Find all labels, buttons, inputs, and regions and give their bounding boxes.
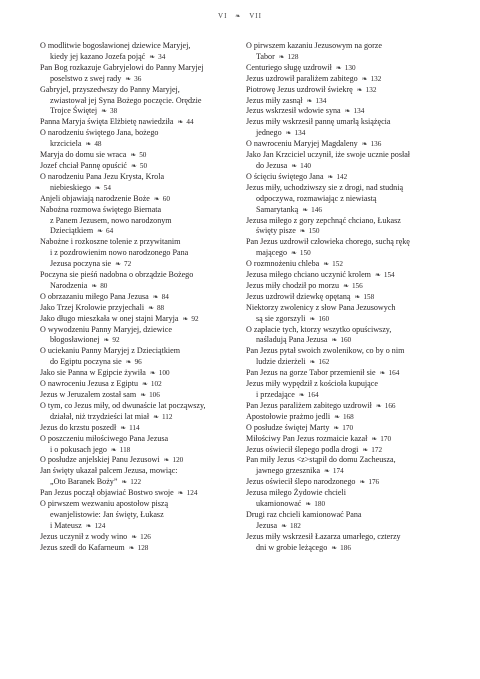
toc-entry-title-line: Poczyna sie pieśń nadobna o obrządzie Bożego bbox=[40, 270, 194, 280]
toc-entry-right bbox=[246, 477, 451, 488]
toc-page-number: 72 bbox=[124, 260, 132, 269]
toc-entry-left bbox=[40, 172, 245, 194]
toc-entry-title-line: do Egiptu poczyna sie bbox=[50, 357, 122, 367]
leaf-ornament-icon: ❧ bbox=[298, 391, 305, 399]
toc-page-number: 166 bbox=[384, 401, 396, 410]
leaf-ornament-icon: ❧ bbox=[128, 543, 135, 552]
toc-entry-title-line: są sie zgorszyli bbox=[256, 313, 306, 323]
toc-entry-title-line: i o pokusach jego bbox=[50, 444, 107, 454]
toc-entry-left bbox=[40, 346, 245, 368]
toc-entry-right bbox=[246, 423, 451, 434]
toc-page-number: 174 bbox=[332, 467, 344, 476]
toc-entry-title-line: Drugi raz chcieli kamionować Pana bbox=[246, 509, 362, 519]
toc-page-number: 164 bbox=[307, 391, 319, 399]
toc-entry-title-line: Jako Jan Krzciciel uczynił, iże swoje ucznie posłał bbox=[246, 150, 411, 160]
toc-entry-right bbox=[246, 346, 451, 368]
leaf-ornament-icon: ❧ bbox=[131, 532, 138, 541]
toc-entry-right bbox=[246, 183, 451, 216]
toc-entry-title-line: Pan Jezus począł objawiać Bostwo swoje bbox=[40, 488, 174, 498]
toc-entry-right bbox=[246, 237, 451, 259]
toc-entry-left bbox=[40, 390, 245, 401]
toc-page-number: 64 bbox=[106, 227, 114, 236]
leaf-ornament-icon: ❧ bbox=[182, 314, 189, 323]
toc-page-number: 134 bbox=[315, 96, 327, 105]
toc-entry-title-line: O posłudze świętej Marty bbox=[246, 422, 330, 432]
toc-entry-title-line: Pan Jezus pytał swoich zwolenikow, co by o nim bbox=[246, 346, 405, 356]
leaf-ornament-icon: ❧ bbox=[356, 85, 363, 94]
toc-entry-title-line: O uciekaniu Panny Maryjej z Dzieciątkiem bbox=[40, 346, 181, 356]
toc-entry-right bbox=[246, 434, 451, 445]
toc-entry-title-line: Pan Jezus na gorze Tabor przemienił sie bbox=[246, 368, 376, 378]
toc-page-number: 136 bbox=[370, 140, 382, 149]
toc-entry-title-line: Jezus miły, uchodziwszy sie z drogi, nad studnią bbox=[246, 182, 404, 192]
leaf-ornament-icon: ❧ bbox=[153, 412, 159, 421]
toc-entry-title-line: O posłudze anjelskiej Panu Jezusowi bbox=[40, 455, 160, 465]
toc-entry-title-line: Jezus miły wskrzesił pannę umarłą książęcia bbox=[246, 117, 391, 127]
toc-page-number: 130 bbox=[344, 63, 356, 72]
toc-entry-left bbox=[40, 488, 245, 499]
toc-entry-title-line: święty pisze bbox=[256, 226, 296, 236]
toc-entry-left bbox=[40, 150, 245, 161]
toc-page-number: 88 bbox=[156, 303, 165, 312]
toc-entry-title-line: krzciciela bbox=[50, 139, 82, 149]
toc-entry-left bbox=[40, 532, 245, 543]
toc-entry-title-line: O ścięciu świętego Jana bbox=[246, 171, 324, 181]
toc-entry-right bbox=[246, 41, 451, 63]
toc-entry-right bbox=[246, 216, 451, 238]
leaf-ornament-icon: ❧ bbox=[323, 260, 330, 269]
toc-entry-left bbox=[40, 314, 245, 325]
leaf-ornament-icon: ❧ bbox=[110, 445, 117, 454]
toc-entry-left bbox=[40, 466, 245, 488]
toc-page-number: 170 bbox=[380, 434, 392, 443]
toc-page-number: 50 bbox=[139, 161, 148, 170]
leaf-ornament-icon: ❧ bbox=[281, 521, 287, 530]
leaf-ornament-icon: ❧ bbox=[142, 380, 148, 389]
leaf-ornament-icon: ❧ bbox=[306, 96, 313, 105]
toc-page-number: 126 bbox=[140, 532, 151, 541]
toc-entry-title-line: Jezus uzdrowił paraliżem zabitego bbox=[246, 73, 358, 83]
toc-entry-title-line: i Mateusz bbox=[50, 520, 82, 530]
leaf-ornament-icon: ❧ bbox=[278, 52, 285, 61]
toc-entry-title-line: Jezus w Jeruzalem został sam bbox=[40, 390, 137, 399]
leaf-ornament-icon: ❧ bbox=[302, 205, 309, 214]
toc-entry-title-line: Nabożne i rozkoszne tolenie z przywitanim bbox=[40, 237, 181, 247]
toc-entry-title-line: Nabożna rozmowa świętego Biernata bbox=[40, 204, 162, 214]
toc-entry-title-line: zwiastował jej Syna Bożego poczęcie. Orędzie bbox=[50, 95, 202, 105]
toc-entry-title-line: i przedające bbox=[256, 390, 295, 399]
toc-entry-right bbox=[246, 172, 451, 183]
leaf-ornament-icon: ❧ bbox=[324, 467, 330, 476]
toc-entry-right bbox=[246, 139, 451, 150]
leaf-ornament-icon: ❧ bbox=[374, 271, 381, 280]
header-page-right: VII bbox=[249, 12, 262, 20]
toc-page-number: 92 bbox=[191, 314, 199, 323]
toc-page-number: 44 bbox=[186, 118, 194, 127]
toc-entry-title-line: O wywodzeniu Panny Maryjej, dziewice bbox=[40, 324, 172, 334]
toc-entry-title-line: O narodzeniu świętego Jana, bożego bbox=[40, 128, 159, 138]
leaf-ornament-icon: ❧ bbox=[291, 249, 297, 258]
toc-entry-title-line: poselstwo z swej rady bbox=[50, 73, 122, 83]
toc-entry-title-line: jednego bbox=[256, 128, 282, 138]
toc-entry-right bbox=[246, 445, 451, 456]
toc-entry-right bbox=[246, 303, 451, 325]
toc-entry-title-line: niebieskiego bbox=[50, 182, 91, 192]
leaf-ornament-icon: ❧ bbox=[361, 140, 368, 149]
toc-entry-title-line: „Oto Baranek Boży” bbox=[50, 477, 118, 487]
toc-entry-title-line: Jezusa bbox=[256, 520, 278, 530]
toc-page-number: 118 bbox=[119, 445, 131, 454]
toc-entry-right bbox=[246, 117, 451, 139]
toc-entry-left bbox=[40, 303, 245, 314]
toc-page-number: 84 bbox=[161, 292, 169, 301]
toc-entry-title-line: O nawroceniu Jezusa z Egiptu bbox=[40, 379, 138, 389]
leaf-ornament-icon: ❧ bbox=[362, 445, 369, 454]
toc-entry-right bbox=[246, 325, 451, 347]
toc-page-number: 106 bbox=[149, 391, 160, 399]
leaf-ornament-icon: ❧ bbox=[101, 107, 108, 116]
toc-page-number: 50 bbox=[139, 151, 147, 160]
toc-entry-right bbox=[246, 401, 451, 412]
toc-entry-title-line: ewanjelistowie: Jan święty, Łukasz bbox=[50, 509, 164, 519]
toc-page-number: 172 bbox=[371, 445, 383, 454]
toc-page-number: 156 bbox=[351, 281, 363, 290]
leaf-ornament-icon: ❧ bbox=[327, 172, 334, 181]
toc-entry-left bbox=[40, 63, 245, 85]
toc-page-number: 132 bbox=[365, 85, 377, 94]
toc-entry-left bbox=[40, 41, 245, 63]
toc-entry-title-line: Jezus miły zasnął bbox=[246, 95, 303, 105]
toc-entry-left bbox=[40, 237, 245, 270]
leaf-ornament-icon: ❧ bbox=[177, 118, 184, 127]
toc-entry-right bbox=[246, 368, 451, 379]
toc-entry-title-line: Pan Bog rozkazuje Gabryjelowi do Panny Maryjej bbox=[40, 62, 204, 72]
toc-page-number: 150 bbox=[299, 249, 311, 258]
toc-entry-title-line: Jozef chciał Pannę opuścić bbox=[40, 160, 127, 170]
leaf-ornament-icon: ❧ bbox=[94, 183, 101, 192]
toc-entry-left bbox=[40, 205, 245, 238]
toc-page-number: 140 bbox=[300, 161, 311, 170]
leaf-ornament-icon: ❧ bbox=[309, 358, 316, 367]
toc-page-number: 38 bbox=[110, 107, 118, 116]
leaf-ornament-icon: ❧ bbox=[334, 412, 340, 421]
toc-entry-title-line: odpoczywa, rozmawiając z niewiastą bbox=[256, 193, 377, 203]
toc-entry-title-line: O narodzeniu Pana Jezu Krysta, Krola bbox=[40, 171, 165, 181]
header-page-left: VI bbox=[218, 12, 228, 20]
toc-entry-title-line: Jezusa poczyna sie bbox=[50, 259, 112, 269]
toc-entry-title-line: naśladują Pana Jezusa bbox=[256, 335, 328, 345]
leaf-ornament-icon: ❧ bbox=[309, 314, 316, 323]
toc-page-number: 60 bbox=[162, 194, 170, 203]
toc-column-left bbox=[40, 41, 245, 554]
leaf-ornament-icon: ❧ bbox=[103, 336, 110, 345]
toc-entry-title-line: Jako sie Panna w Egipcie żywiła bbox=[40, 368, 146, 378]
toc-page-number: 114 bbox=[129, 423, 140, 432]
toc-entry-right bbox=[246, 74, 451, 85]
leaf-ornament-icon: ❧ bbox=[331, 336, 338, 345]
toc-entry-title-line: mającego bbox=[256, 248, 288, 258]
toc-entry-title-line: Gabryjel, przyszedwszy do Panny Maryjej, bbox=[40, 84, 180, 94]
toc-page-number: 142 bbox=[336, 172, 348, 181]
toc-entry-title-line: O pirwszem wezwaniu apostołow piszą bbox=[40, 499, 169, 509]
toc-entry-title-line: O tym, co Jezus miły, od dwunaście lat począwszy, bbox=[40, 400, 206, 410]
toc-entry-title-line: Jezus do krzstu poszedł bbox=[40, 422, 117, 432]
leaf-ornament-icon: ❧ bbox=[125, 74, 132, 83]
header-ornament-icon: ❧ bbox=[235, 13, 242, 20]
toc-entry-title-line: O pirwszem kazaniu Jezusowym na gorze bbox=[246, 41, 382, 50]
toc-entry-title-line: Jan święty ukazał palcem Jezusa, mowiąc: bbox=[40, 466, 178, 476]
toc-entry-title-line: Apostołowie prażmo jedli bbox=[246, 411, 331, 421]
toc-entry-right bbox=[246, 281, 451, 292]
leaf-ornament-icon: ❧ bbox=[120, 423, 127, 432]
toc-page-number: 92 bbox=[112, 336, 120, 345]
toc-entry-title-line: działał, niż trzydzieści lat miał bbox=[50, 411, 150, 421]
toc-entry-title-line: Jezus oświecił ślepego podla drogi bbox=[246, 444, 359, 454]
toc-page-number: 154 bbox=[383, 271, 395, 280]
toc-entry-title-line: Jezus oświecił ślepo narodzonego bbox=[246, 477, 356, 487]
toc-entry-title-line: Jako długo mieszkała w onej stajni Maryja bbox=[40, 313, 179, 323]
toc-page-number: 120 bbox=[172, 456, 184, 465]
toc-page-number: 122 bbox=[130, 478, 142, 487]
toc-page-number: 34 bbox=[158, 52, 166, 61]
toc-entry-title-line: Piotrowę Jezus uzdrowił świekrę bbox=[246, 84, 353, 94]
leaf-ornament-icon: ❧ bbox=[140, 391, 147, 399]
toc-page-number: 168 bbox=[342, 412, 354, 421]
leaf-ornament-icon: ❧ bbox=[335, 63, 342, 72]
toc-page-number: 48 bbox=[94, 140, 102, 149]
toc-entry-right bbox=[246, 292, 451, 303]
toc-entry-title-line: Anjeli objawiają narodzenie Boże bbox=[40, 193, 150, 203]
toc-page-number: 150 bbox=[308, 227, 320, 236]
toc-page-number: 96 bbox=[134, 358, 142, 367]
toc-page-number: 124 bbox=[94, 521, 106, 530]
toc-entry-title-line: O rozmnożeniu chleba bbox=[246, 259, 320, 269]
toc-entry-title-line: Trojce Świętej bbox=[50, 106, 98, 116]
toc-entry-title-line: ukamionować bbox=[256, 499, 302, 509]
toc-page-number: 186 bbox=[340, 543, 351, 552]
toc-entry-left bbox=[40, 292, 245, 303]
leaf-ornament-icon: ❧ bbox=[343, 281, 349, 290]
toc-entry-title-line: Pan Jezus paraliżem zabitego uzdrowił bbox=[246, 400, 372, 410]
toc-entry-left bbox=[40, 434, 245, 456]
toc-entry-title-line: Pan Jezus uzdrowił człowieka chorego, suchą rękę bbox=[246, 237, 410, 247]
toc-page-number: 152 bbox=[332, 260, 343, 269]
leaf-ornament-icon: ❧ bbox=[344, 107, 351, 116]
toc-entry-right bbox=[246, 259, 451, 270]
toc-page-number: 134 bbox=[353, 107, 365, 116]
leaf-ornament-icon: ❧ bbox=[130, 151, 137, 160]
toc-entry-right bbox=[246, 96, 451, 107]
toc-entry-title-line: Narodzenia bbox=[50, 280, 88, 290]
toc-page-number: 80 bbox=[100, 281, 108, 290]
toc-page-number: 134 bbox=[294, 129, 306, 138]
toc-entry-left bbox=[40, 455, 245, 466]
leaf-ornament-icon: ❧ bbox=[371, 434, 378, 443]
leaf-ornament-icon: ❧ bbox=[163, 456, 170, 465]
toc-entry-right bbox=[246, 379, 451, 401]
toc-entry-title-line: Jezusa miłego chciano uczynić krolem bbox=[246, 270, 371, 280]
toc-page-number: 102 bbox=[150, 380, 162, 389]
toc-entry-title-line: O nawroceniu Maryjej Magdaleny bbox=[246, 139, 358, 149]
toc-page-number: 162 bbox=[318, 358, 330, 367]
toc-entry-title-line: do Jezusa bbox=[256, 160, 288, 170]
leaf-ornament-icon: ❧ bbox=[149, 52, 156, 61]
toc-entry-right bbox=[246, 510, 451, 532]
leaf-ornament-icon: ❧ bbox=[291, 161, 298, 170]
toc-entry-title-line: Jezus wskrzesił wdowie syna bbox=[246, 106, 341, 116]
toc-entry-title-line: Tabor bbox=[256, 51, 275, 61]
toc-entry-right bbox=[246, 488, 451, 510]
leaf-ornament-icon: ❧ bbox=[125, 358, 132, 367]
leaf-ornament-icon: ❧ bbox=[148, 303, 154, 312]
toc-entry-title-line: Jezus miły wskrzesił Łazarza umarłego, czterzy bbox=[246, 531, 401, 541]
leaf-ornament-icon: ❧ bbox=[130, 161, 137, 170]
toc-entry-left bbox=[40, 128, 245, 150]
toc-page-number: 100 bbox=[158, 369, 170, 378]
toc-page-number: 128 bbox=[287, 52, 299, 61]
toc-entry-title-line: O zapłacie tych, ktorzy wszytko opuściwszy, bbox=[246, 324, 392, 334]
toc-entry-title-line: kiedy jej kazano Jozefa pojąć bbox=[50, 51, 146, 61]
toc-entry-left bbox=[40, 543, 245, 554]
toc-entry-left bbox=[40, 499, 245, 532]
leaf-ornament-icon: ❧ bbox=[115, 260, 122, 269]
toc-entry-left bbox=[40, 368, 245, 379]
toc-entry-title-line: i z pozdrowienim nowo narodzonego Pana bbox=[50, 248, 189, 258]
toc-entry-title-line: Jezus uczynił z wody wino bbox=[40, 531, 128, 541]
leaf-ornament-icon: ❧ bbox=[152, 292, 159, 301]
toc-page-number: 124 bbox=[186, 489, 198, 498]
leaf-ornament-icon: ❧ bbox=[85, 521, 92, 530]
toc-entry-title-line: Jako Trzej Krolowie przyjechali bbox=[40, 302, 145, 312]
toc-entry-title-line: Miłościwy Pan Jezus rozmaicie kazał bbox=[246, 433, 368, 443]
toc-entry-title-line: Centuriego sługę uzdrowił bbox=[246, 62, 332, 72]
toc-entry-left bbox=[40, 117, 245, 128]
toc-entry-title-line: Panna Maryja święta Elżbietę nawiedziła bbox=[40, 117, 174, 127]
toc-entry-title-line: błogosławionej bbox=[50, 335, 100, 345]
toc-page-number: 54 bbox=[103, 183, 111, 192]
toc-entry-left bbox=[40, 379, 245, 390]
leaf-ornament-icon: ❧ bbox=[305, 500, 312, 509]
toc-entry-title-line: O obrzazaniu miłego Pana Jezusa bbox=[40, 291, 149, 301]
toc-entry-left bbox=[40, 423, 245, 434]
toc-entry-title-line: ludzie dzierżeli bbox=[256, 357, 306, 367]
toc-entry-right bbox=[246, 85, 451, 96]
toc-page-number: 180 bbox=[314, 500, 326, 509]
toc-entry-title-line: Jezusa miłego Żydowie chcieli bbox=[246, 488, 347, 498]
toc-entry-title-line: Jezus szedł do Kafarneum bbox=[40, 542, 125, 552]
toc-page-number: 160 bbox=[340, 336, 352, 345]
toc-entry-left bbox=[40, 325, 245, 347]
toc-entry-title-line: z Panem Jezusem, nowo narodzonym bbox=[50, 215, 172, 225]
toc-entry-title-line: Samarytanką bbox=[256, 204, 299, 214]
leaf-ornament-icon: ❧ bbox=[91, 281, 98, 290]
leaf-ornament-icon: ❧ bbox=[153, 194, 160, 203]
toc-entry-title-line: Dzieciątkiem bbox=[50, 226, 94, 236]
toc-entry-right bbox=[246, 150, 451, 172]
leaf-ornament-icon: ❧ bbox=[121, 478, 128, 487]
toc-entry-left bbox=[40, 401, 245, 423]
toc-entry-title-line: Pan miły Jezus <z>stąpił do domu Zacheusza, bbox=[246, 455, 396, 465]
toc-page-number: 128 bbox=[137, 543, 149, 552]
leaf-ornament-icon: ❧ bbox=[285, 129, 292, 138]
toc-entry-right bbox=[246, 106, 451, 117]
toc-page-number: 164 bbox=[388, 369, 400, 378]
leaf-ornament-icon: ❧ bbox=[375, 401, 382, 410]
leaf-ornament-icon: ❧ bbox=[361, 74, 368, 83]
toc-entry-right bbox=[246, 63, 451, 74]
leaf-ornament-icon: ❧ bbox=[379, 369, 386, 378]
toc-entry-title-line: O modlitwie bogosławionej dziewice Maryjej, bbox=[40, 41, 191, 50]
toc-entry-right bbox=[246, 412, 451, 423]
toc-entry-title-line: Niektorzy zwolenicy z słow Pana Jezusowych bbox=[246, 302, 396, 312]
toc-entry-left bbox=[40, 194, 245, 205]
leaf-ornament-icon: ❧ bbox=[97, 227, 104, 236]
running-header bbox=[0, 12, 480, 20]
toc-entry-left bbox=[40, 161, 245, 172]
toc-entry-title-line: O poszczeniu miłościwego Pana Jezusa bbox=[40, 433, 169, 443]
leaf-ornament-icon: ❧ bbox=[359, 478, 366, 487]
toc-page-number: 170 bbox=[342, 423, 354, 432]
leaf-ornament-icon: ❧ bbox=[354, 292, 361, 301]
toc-entry-title-line: Jezus miły wypędził z kościoła kupujące bbox=[246, 379, 378, 389]
toc-entry-title-line: Jezusa miłego z gory zepchnąć chciano, Łukasz bbox=[246, 215, 401, 225]
leaf-ornament-icon: ❧ bbox=[331, 543, 338, 552]
toc-entry-title-line: dni w grobie leżącego bbox=[256, 542, 328, 552]
toc-entry-right bbox=[246, 270, 451, 281]
toc-column-right bbox=[246, 41, 451, 554]
toc-page-number: 132 bbox=[370, 74, 382, 83]
leaf-ornament-icon: ❧ bbox=[149, 369, 156, 378]
leaf-ornament-icon: ❧ bbox=[299, 227, 306, 236]
toc-entry-title-line: Maryja do domu sie wraca bbox=[40, 150, 127, 160]
toc-page-number: 182 bbox=[290, 521, 301, 530]
toc-page-number: 112 bbox=[161, 412, 173, 421]
toc-entry-right bbox=[246, 532, 451, 554]
toc-entry-left bbox=[40, 85, 245, 118]
toc-page-number: 36 bbox=[134, 74, 142, 83]
toc-entry-right bbox=[246, 455, 451, 477]
leaf-ornament-icon: ❧ bbox=[85, 140, 92, 149]
toc-entry-title-line: jawnego grzesznika bbox=[256, 466, 321, 476]
leaf-ornament-icon: ❧ bbox=[177, 489, 184, 498]
toc-page-number: 146 bbox=[311, 205, 322, 214]
toc-entry-title-line: Jezus uzdrowił dziewkę opętaną bbox=[246, 291, 351, 301]
toc-entry-title-line: Jezus miły chodził po morzu bbox=[246, 280, 340, 290]
toc-page-number: 160 bbox=[318, 314, 330, 323]
toc-page-number: 158 bbox=[363, 292, 375, 301]
leaf-ornament-icon: ❧ bbox=[333, 423, 340, 432]
toc-entry-left bbox=[40, 270, 245, 292]
toc-page-number: 176 bbox=[368, 478, 380, 487]
